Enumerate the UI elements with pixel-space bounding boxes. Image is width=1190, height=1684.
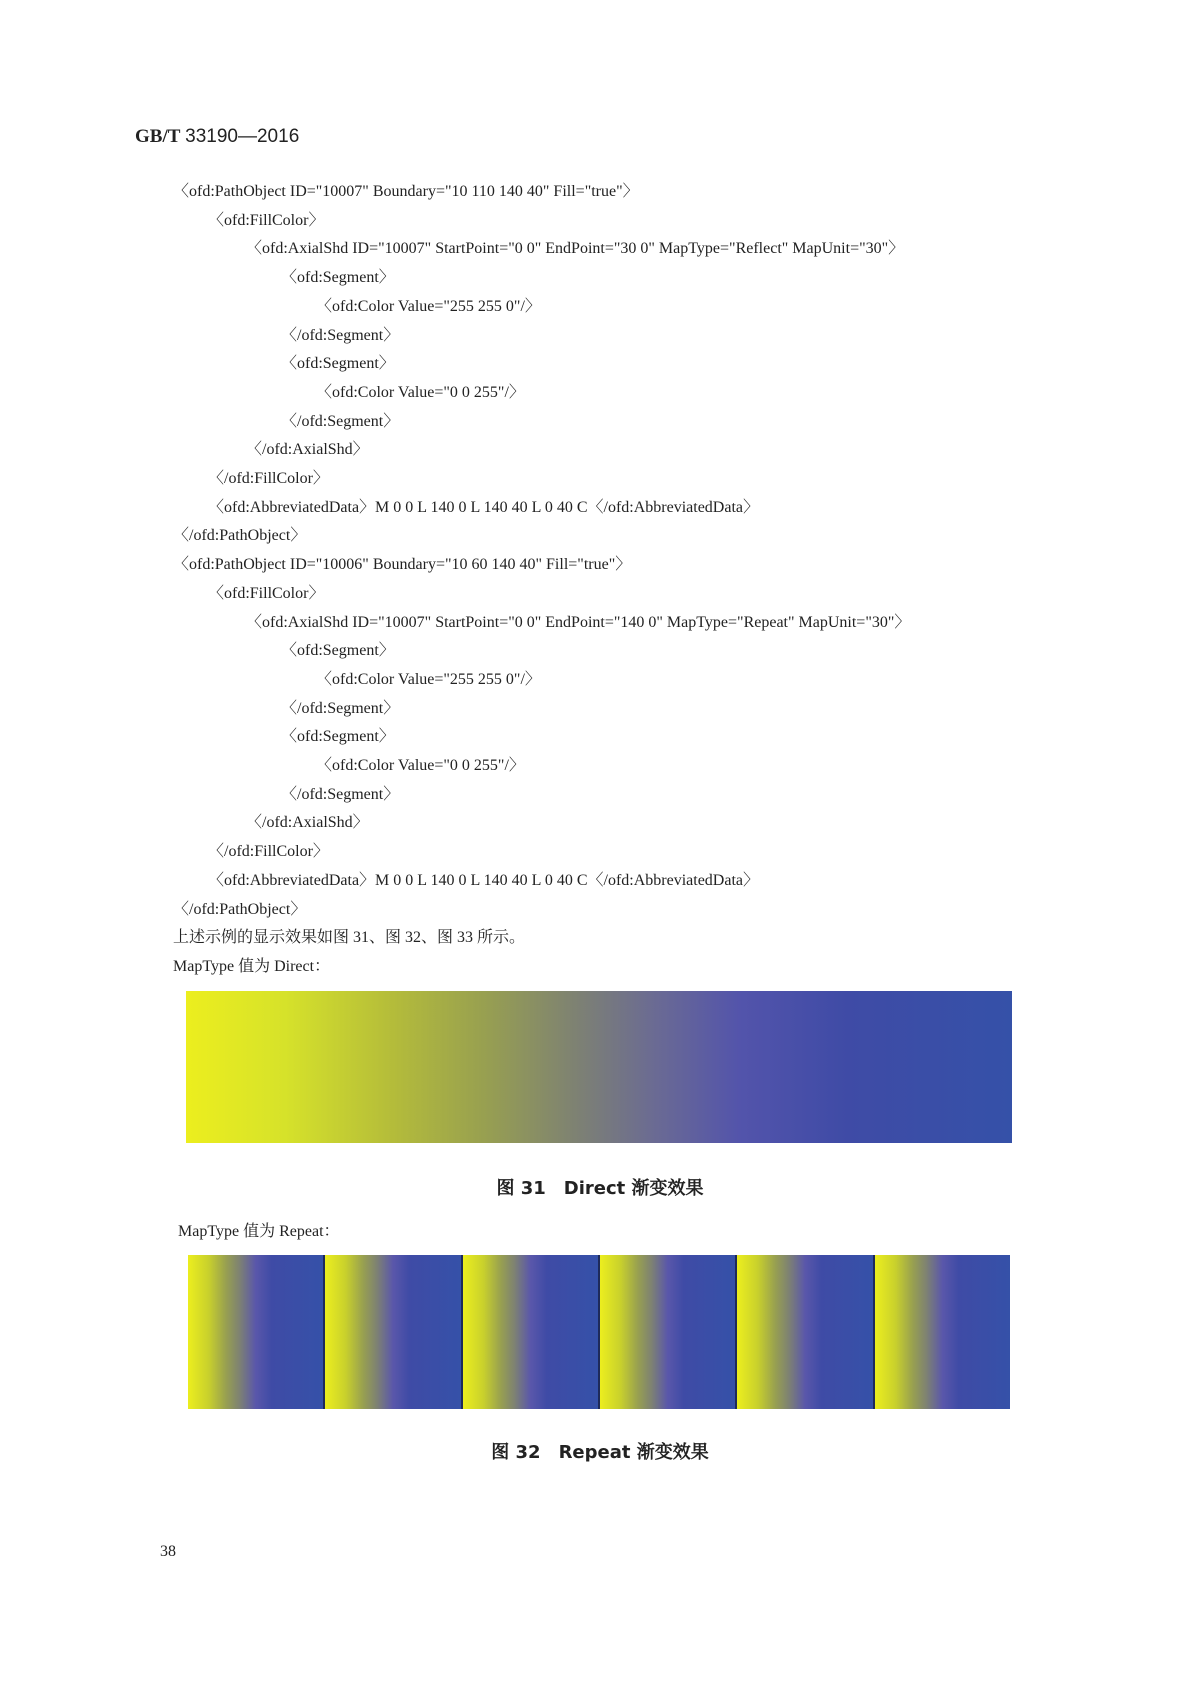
code-line: 〈/ofd:Segment〉 [281,412,400,430]
repeat-gradient-tile [737,1255,874,1409]
code-line: 〈ofd:AbbreviatedData〉M 0 0 L 140 0 L 140 40 L 0 40 C〈/ofd:AbbreviatedData〉 [208,498,759,516]
code-line: 〈ofd:Segment〉 [281,269,395,287]
code-line: 〈ofd:PathObject ID="10006" Boundary="10 60 140 40" Fill="true"〉 [173,556,632,574]
page-number: 38 [160,1543,176,1560]
header-number: 33190—2016 [185,126,300,147]
code-line: 〈ofd:Color Value="255 255 0"/〉 [316,670,541,688]
standard-header [135,126,299,148]
code-line: 〈/ofd:Segment〉 [281,699,400,717]
code-line: 〈/ofd:FillColor〉 [208,470,329,487]
code-line: 〈ofd:Segment〉 [281,642,395,660]
figure-32-caption: 图 32 Repeat 渐变效果 [491,1442,709,1463]
code-line: 〈/ofd:PathObject〉 [173,527,307,545]
repeat-gradient-figure [188,1255,1010,1409]
code-line: 〈/ofd:Segment〉 [281,785,400,803]
repeat-gradient-tile [325,1255,462,1409]
code-line: 〈ofd:Color Value="0 0 255"/〉 [316,383,525,401]
repeat-gradient-tile [875,1255,1010,1409]
figure-31-caption: 图 31 Direct 渐变效果 [496,1178,704,1199]
code-line: 〈ofd:Segment〉 [281,728,395,746]
code-line: 〈/ofd:FillColor〉 [208,843,329,861]
code-line: 〈/ofd:PathObject〉 [173,900,307,918]
direct-gradient-figure [186,991,1012,1143]
repeat-gradient-tile [463,1255,600,1409]
code-line: 〈ofd:AbbreviatedData〉M 0 0 L 140 0 L 140 40 L 0 40 C〈/ofd:AbbreviatedData〉 [208,871,759,889]
code-line: 〈ofd:AxialShd ID="10007" StartPoint="0 0" EndPoint="30 0" MapType="Reflect" MapUnit="30"〉 [246,240,905,258]
repeat-gradient-tile [188,1255,325,1409]
code-line: 〈/ofd:AxialShd〉 [246,441,369,459]
repeat-gradient-tile [600,1255,737,1409]
code-line: 〈ofd:Color Value="0 0 255"/〉 [316,757,525,774]
direct-label: MapType 值为 Direct： [173,958,331,975]
code-line: 〈ofd:PathObject ID="10007" Boundary="10 110 140 40" Fill="true"〉 [173,183,639,200]
summary-text: 上述示例的显示效果如图 31、图 32、图 33 所示。 [173,929,526,946]
code-line: 〈ofd:FillColor〉 [208,211,325,229]
header-code: GB/T [135,126,181,147]
repeat-label: MapType 值为 Repeat： [178,1223,340,1240]
code-line: 〈/ofd:AxialShd〉 [246,814,369,832]
code-line: 〈/ofd:Segment〉 [281,326,400,344]
code-line: 〈ofd:FillColor〉 [208,584,325,602]
code-line: 〈ofd:Segment〉 [281,355,395,373]
code-line: 〈ofd:AxialShd ID="10007" StartPoint="0 0" EndPoint="140 0" MapType="Repeat" MapUnit="30"〉 [246,613,911,631]
code-line: 〈ofd:Color Value="255 255 0"/〉 [316,297,541,315]
